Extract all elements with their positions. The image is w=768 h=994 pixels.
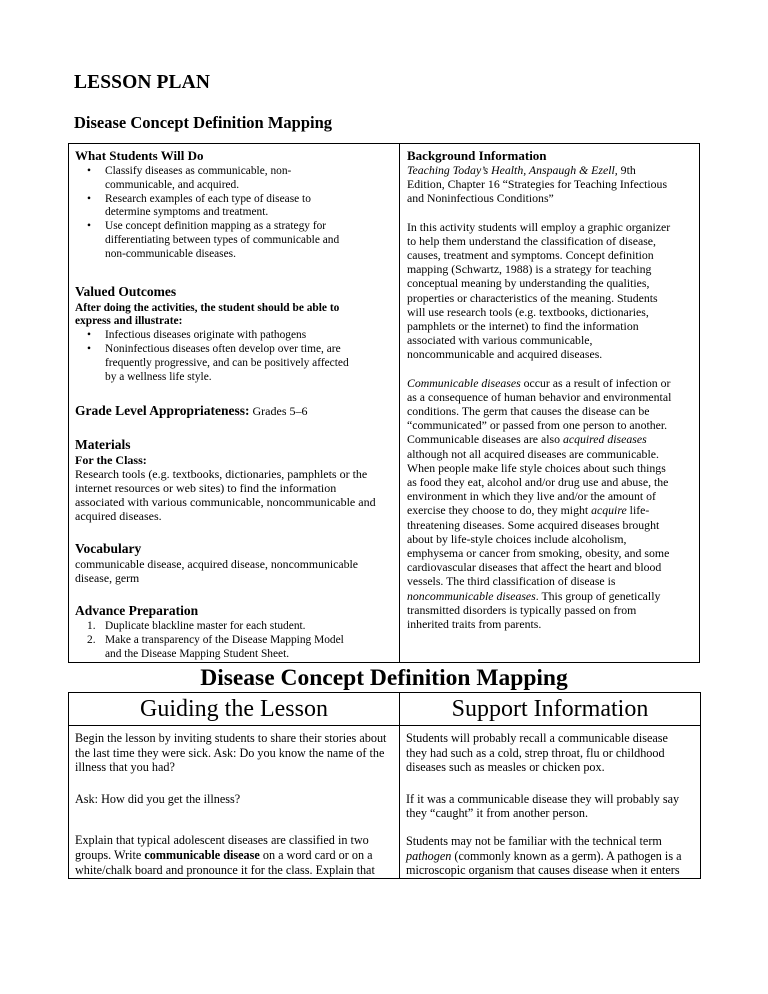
list-item: • Use concept definition mapping as a strategy for differentiating between types of communicable and non-communicable diseases.: [87, 220, 340, 260]
list-item: • Infectious diseases originate with pathogens: [87, 329, 307, 342]
right-column: [407, 148, 695, 631]
table-row: [69, 726, 701, 879]
vocabulary-heading: Vocabulary: [75, 541, 142, 557]
document-title: LESSON PLAN: [74, 72, 211, 93]
table-cell: Begin the lesson by inviting students to share their stories about the last time they were sick. Ask: Do you know the name of the illness that you had? Ask: How did you get the illness? Explain that typical adolescent diseases are classified in two groups. Write communicable disease on a word card or on a white/chalk board and pronounce it for the class. Explain that: [69, 726, 400, 879]
document-subtitle: Disease Concept Definition Mapping: [74, 113, 333, 132]
column-divider: [399, 144, 400, 662]
left-column: [75, 148, 393, 662]
background-reference: Teaching Today’s Health, Anspaugh & Ezell, 9th Edition, Chapter 16 “Strategies for Teaching Infectious and Noninfectious Conditions”: [407, 163, 668, 206]
valued-outcomes-heading: Valued Outcomes: [75, 283, 177, 299]
list-item: • Classify diseases as communicable, non- communicable, and acquired.: [87, 165, 292, 191]
materials-heading: Materials: [75, 437, 131, 453]
table-header-row: [69, 693, 701, 726]
what-students-list: [75, 165, 393, 262]
section-title: Disease Concept Definition Mapping: [200, 665, 568, 691]
list-item: 2. Make a transparency of the Disease Mapping Model and the Disease Mapping Student Sheet.: [87, 634, 344, 660]
lesson-overview-box: [68, 143, 700, 663]
outcomes-list: [75, 329, 393, 384]
background-paragraph-2: Communicable diseases occur as a result of infection or as a consequence of human behavior and environmental conditions. The germ that causes the disease can be “communicated” or passed from one person to another. Communicable diseases are also acquired diseases although not all acquired diseases are communicable. When people make life style choices about such things as food they eat, alcohol and/or drug use and abuse, the environment in which they live and/or the amount of exercise they choose to do, they might acquire life- threatening diseases. Some acquired diseases brought about by life-style choices include alcoholism, emphysema or cancer from smoking, obesity, and some cardiovascular diseases that affect the heart and blood vessels. The third classification of disease is noncommunicable diseases. This group of genetically transmitted disorders is typically passed on from inherited traits from parents.: [407, 375, 672, 632]
outcomes-intro: After doing the activities, the student should be able to express and illustrate:: [75, 301, 340, 328]
background-paragraph-1: In this activity students will employ a graphic organizer to help them understand the classification of disease, causes, treatment and symptoms. Concept definition mapping (Schwartz, 1988) is a strategy for teaching conceptual meaning by understanding the qualities, properties or characteristics of the meaning. Students will use research tools (e.g. textbooks, dictionaries, pamphlets or the internet) to find the information associated with various communicable, noncommunicable and acquired diseases.: [407, 219, 671, 362]
vocabulary-text: communicable disease, acquired disease, noncommunicable disease, germ: [75, 557, 359, 586]
grade-level: Grade Level Appropriateness: Grades 5–6: [75, 403, 308, 419]
preparation-list: [75, 620, 393, 661]
materials-subheading: For the Class:: [75, 453, 147, 468]
materials-text: Research tools (e.g. textbooks, dictionaries, pamphlets or the internet resources or web sites) to find the information associated with various communicable, noncommunicable and acquired diseases.: [75, 467, 376, 524]
list-item: • Noninfectious diseases often develop over time, are frequently progressive, and can be positively affected by a wellness life style.: [87, 342, 349, 383]
guiding-lesson-table: [68, 692, 701, 879]
column-header-guiding: Guiding the Lesson: [69, 693, 400, 726]
background-heading: Background Information: [407, 148, 547, 163]
advance-preparation-heading: Advance Preparation: [75, 603, 199, 619]
table-cell: Students will probably recall a communicable disease they had such as a cold, strep throat, flu or childhood diseases such as measles or chicken pox. If it was a communicable disease they will probably say they “caught” it from another person. Students may not be familiar with the technical term pathogen (commonly known as a germ). A pathogen is a microscopic organism that causes disease when it enters: [400, 726, 701, 879]
what-students-heading: What Students Will Do: [75, 148, 204, 163]
list-item: 1. Duplicate blackline master for each student.: [87, 620, 306, 633]
list-item: • Research examples of each type of disease to determine symptoms and treatment.: [87, 192, 311, 219]
column-header-support: Support Information: [400, 693, 701, 726]
